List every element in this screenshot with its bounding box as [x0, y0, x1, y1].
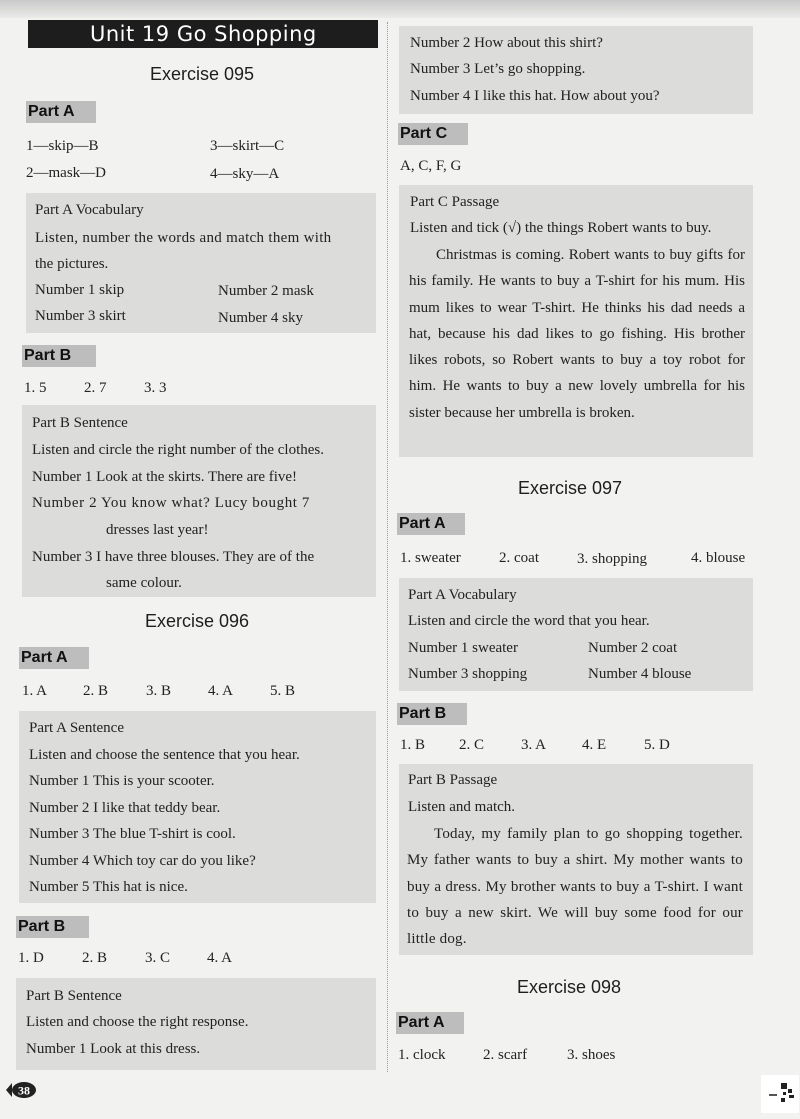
ex096-part-b-item-1: Number 1 Look at this dress. [26, 1041, 201, 1057]
ex095-part-b-number-3-line-2: same colour. [106, 575, 182, 591]
ex097-part-b-instruction: Listen and match. [408, 799, 516, 815]
ex098-part-a-label: Part A [396, 1012, 464, 1034]
ex095-part-a-answer-4: 4—sky—A [210, 166, 280, 182]
ex095-part-a-label: Part A [26, 101, 96, 123]
ex097-part-a-box-title: Part A Vocabulary [408, 587, 517, 603]
ex098-part-a-answer-2: 2. scarf [483, 1047, 528, 1063]
ex096-part-b-answer-4: 4. A [207, 950, 233, 966]
ex096-part-b-item-4: Number 4 I like this hat. How about you? [410, 88, 660, 104]
ex097-part-b-answer-4: 4. E [582, 737, 607, 753]
ex097-part-b-label: Part B [397, 703, 467, 725]
ex096-part-a-item-3: Number 3 The blue T-shirt is cool. [29, 826, 236, 842]
exercise-098-heading: Exercise 098 [517, 977, 622, 997]
ex095-part-b-number-2-line-2: dresses last year! [106, 522, 209, 538]
ex096-part-c-box-title: Part C Passage [410, 194, 500, 210]
ex096-part-b-box-title: Part B Sentence [26, 988, 122, 1004]
ex096-part-a-instruction: Listen and choose the sentence that you hear. [29, 747, 300, 763]
exercise-097-heading: Exercise 097 [518, 478, 623, 498]
ex095-part-b-number-1: Number 1 Look at the skirts. There are five! [32, 469, 298, 485]
ex097-part-a-label: Part A [397, 513, 465, 535]
ex096-part-c-passage: Christmas is coming. Robert wants to buy gifts for his family. He wants to buy a T-shirt for his mum. His mum likes to wear T-shirt. He thinks his dad needs a hat, because his dad likes to go fishing. His brother likes robots, so Robert wants to buy a toy robot for him. He wants to buy a new lovely umbrella for his sister because her umbrella is broken. [409, 247, 745, 421]
ex097-part-a-answer-2: 2. coat [499, 550, 539, 566]
ex096-part-a-answer-2: 2. B [83, 683, 109, 699]
ex095-part-a-item-1: Number 1 skip [35, 282, 125, 298]
ex096-part-a-item-2: Number 2 I like that teddy bear. [29, 800, 221, 816]
ex098-part-a-answer-1: 1. clock [398, 1047, 446, 1063]
ex095-part-b-answer-3: 3. 3 [144, 380, 167, 396]
ex095-part-a-item-4: Number 4 sky [218, 310, 303, 326]
ex097-part-b-answer-2: 2. C [459, 737, 485, 753]
page-top-shade [0, 0, 800, 18]
column-divider [387, 22, 388, 1072]
ex097-part-b-answer-3: 3. A [521, 737, 547, 753]
ex096-part-a-answer-1: 1. A [22, 683, 48, 699]
ex098-part-a-answer-3: 3. shoes [567, 1047, 616, 1063]
ex096-part-b-item-2: Number 2 How about this shirt? [410, 35, 603, 51]
ex097-part-b-passage: Today, my family plan to go shopping together. My father wants to buy a shirt. My mother wants to buy a dress. My brother wants to buy a T-shirt. I want to buy a new skirt. We will buy some food for our little dog. [407, 826, 743, 948]
ex095-part-a-answer-2: 2—mask—D [26, 165, 106, 181]
ex096-part-c-instruction: Listen and tick (√) the things Robert wants to buy. [410, 220, 712, 236]
ex095-part-b-label: Part B [22, 345, 96, 367]
ex097-part-a-answer-1: 1. sweater [400, 550, 461, 566]
ex097-part-a-answer-3: 3. shopping [577, 551, 648, 567]
ex095-part-a-instruction-1: Listen, number the words and match them with [35, 230, 332, 246]
ex096-part-a-answer-3: 3. B [146, 683, 172, 699]
ex097-part-a-item-3: Number 3 shopping [408, 666, 528, 682]
ex096-part-c-label: Part C [398, 123, 468, 145]
ex096-part-a-answer-4: 4. A [208, 683, 234, 699]
ex096-part-a-answer-5: 5. B [270, 683, 296, 699]
ex097-part-b-answer-1: 1. B [400, 737, 426, 753]
ex096-part-c-answers: A, C, F, G [400, 158, 462, 174]
ex096-part-b-instruction: Listen and choose the right response. [26, 1014, 249, 1030]
ex096-part-b-label: Part B [16, 916, 89, 938]
qr-code-icon [761, 1075, 799, 1113]
ex097-part-b-box-title: Part B Passage [408, 772, 498, 788]
ex095-part-a-answer-1: 1—skip—B [26, 138, 99, 154]
ex095-part-b-number-3-line-1: Number 3 I have three blouses. They are of the [32, 549, 315, 565]
ex095-part-a-box-title: Part A Vocabulary [35, 202, 144, 218]
ex096-part-b-answer-3: 3. C [145, 950, 171, 966]
ex096-part-b-item-3: Number 3 Let’s go shopping. [410, 61, 586, 77]
exercise-096-heading: Exercise 096 [145, 611, 250, 631]
ex096-part-b-answer-1: 1. D [18, 950, 44, 966]
page-number: 38 [18, 1083, 30, 1098]
ex097-part-a-item-4: Number 4 blouse [588, 666, 692, 682]
unit-title: Unit 19 Go Shopping [90, 22, 317, 46]
ex095-part-b-box-title: Part B Sentence [32, 415, 128, 431]
ex095-part-b-number-2-line-1: Number 2 You know what? Lucy bought 7 [32, 495, 311, 511]
ex096-part-a-item-1: Number 1 This is your scooter. [29, 773, 215, 789]
page-number-badge [4, 1081, 38, 1099]
ex097-part-a-item-1: Number 1 sweater [408, 640, 518, 656]
ex097-part-a-answer-4: 4. blouse [691, 550, 746, 566]
ex096-part-a-label: Part A [19, 647, 89, 669]
ex096-part-b-answer-2: 2. B [82, 950, 108, 966]
ex095-part-b-instruction: Listen and circle the right number of the clothes. [32, 442, 324, 458]
ex097-part-a-item-2: Number 2 coat [588, 640, 678, 656]
ex097-part-a-instruction: Listen and circle the word that you hear. [408, 613, 650, 629]
ex095-part-a-instruction-2: the pictures. [35, 256, 109, 272]
ex096-part-a-box-title: Part A Sentence [29, 720, 124, 736]
ex095-part-a-item-2: Number 2 mask [218, 283, 314, 299]
ex095-part-a-item-3: Number 3 skirt [35, 308, 126, 324]
ex096-part-a-item-5: Number 5 This hat is nice. [29, 879, 188, 895]
ex096-part-a-item-4: Number 4 Which toy car do you like? [29, 853, 256, 869]
ex095-part-b-answer-2: 2. 7 [84, 380, 107, 396]
ex097-part-b-answer-5: 5. D [644, 737, 670, 753]
ex095-part-a-answer-3: 3—skirt—C [210, 138, 285, 154]
exercise-095-heading: Exercise 095 [150, 64, 255, 84]
ex095-part-b-answer-1: 1. 5 [24, 380, 47, 396]
